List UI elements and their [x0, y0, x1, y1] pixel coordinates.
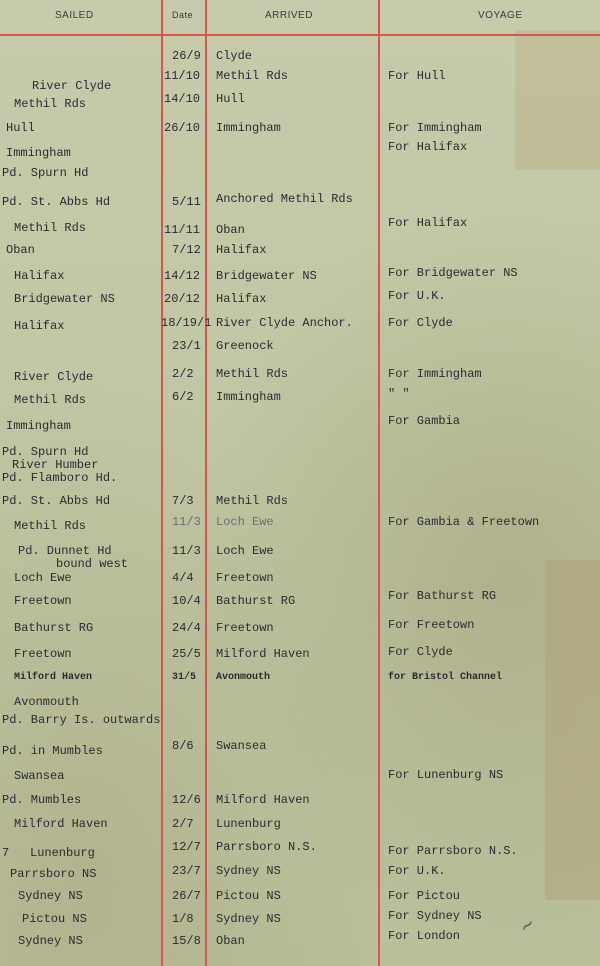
row-sailed-cell: Swansea [14, 769, 65, 783]
header-voyage: VOYAGE [478, 10, 523, 21]
row-voyage-cell: For Clyde [388, 316, 453, 330]
row-voyage-cell: For Sydney NS [388, 909, 482, 923]
row-date-cell: 8/6 [172, 739, 194, 753]
row-arrived-cell: Greenock [216, 339, 274, 353]
row-sailed-cell: Bridgewater NS [14, 292, 115, 306]
row-voyage-cell: " " [388, 387, 410, 401]
paper-stain [545, 560, 600, 900]
row-sailed-cell: Halifax [14, 319, 65, 333]
row-arrived-cell: Anchored Methil Rds [216, 192, 353, 206]
row-sailed-cell: Pictou NS [22, 912, 87, 926]
row-date-cell: 18/19/1 [161, 316, 212, 330]
row-arrived-cell: Immingham [216, 390, 281, 404]
row-date-cell: 4/4 [172, 571, 194, 585]
handwritten-mark: ~ [515, 912, 541, 939]
row-arrived-cell: River Clyde Anchor. [216, 316, 353, 330]
row-sailed-cell: Lunenburg [30, 846, 95, 860]
row-sailed-cell: Loch Ewe [14, 571, 72, 585]
row-date-cell: 20/12 [164, 292, 201, 306]
row-sailed-cell: Immingham [6, 419, 71, 433]
row-voyage-cell: For Gambia & Freetown [388, 515, 540, 529]
row-arrived-cell: Methil Rds [216, 494, 289, 508]
row-sailed-cell: Pd. St. Abbs Hd [2, 195, 111, 209]
row-sailed-cell: River Clyde [32, 79, 112, 93]
row-sailed-cell: River Clyde [14, 370, 94, 384]
row-sailed-cell: Avonmouth [14, 695, 79, 709]
row-sailed-cell: Freetown [14, 647, 72, 661]
row-arrived-cell: Loch Ewe [216, 544, 274, 558]
row-arrived-cell: Hull [216, 92, 245, 106]
row-sailed-cell: Hull [6, 121, 35, 135]
row-sailed-cell: Methil Rds [14, 393, 87, 407]
row-voyage-cell: For Immingham [388, 367, 482, 381]
row-arrived-cell: Avonmouth [216, 672, 271, 683]
row-voyage-cell: For Halifax [388, 216, 468, 230]
row-date-cell: 10/4 [172, 594, 201, 608]
row-voyage-cell: For Clyde [388, 645, 453, 659]
row-arrived-cell: Sydney NS [216, 912, 281, 926]
row-date-cell: 23/7 [172, 864, 201, 878]
row-arrived-cell: Pictou NS [216, 889, 281, 903]
row-date-cell: 24/4 [172, 621, 201, 635]
row-date-cell: 7/3 [172, 494, 194, 508]
row-voyage-cell: For Halifax [388, 140, 468, 154]
row-date-cell: 31/5 [172, 672, 197, 683]
row-date-cell: 1/8 [172, 912, 194, 926]
row-date-cell: 26/10 [164, 121, 201, 135]
row-sailed-cell: Pd. Flamboro Hd. [2, 471, 118, 485]
row-sailed-cell: Pd. St. Abbs Hd [2, 494, 111, 508]
row-date-cell: 2/2 [172, 367, 194, 381]
row-sailed-cell: Parrsboro NS [10, 867, 97, 881]
row-sailed-cell: bound west [56, 557, 129, 571]
row-arrived-cell: Bridgewater NS [216, 269, 317, 283]
row-sailed-cell: Halifax [14, 269, 65, 283]
row-arrived-cell: Loch Ewe [216, 515, 274, 529]
row-sailed-cell: Methil Rds [14, 97, 87, 111]
row-sailed-cell: Bathurst RG [14, 621, 94, 635]
row-arrived-cell: Milford Haven [216, 793, 310, 807]
row-arrived-cell: Freetown [216, 571, 274, 585]
row-date-cell: 25/5 [172, 647, 201, 661]
row-arrived-cell: Sydney NS [216, 864, 281, 878]
row-date-cell: 11/10 [164, 69, 201, 83]
row-voyage-cell: For London [388, 929, 461, 943]
row-arrived-cell: Halifax [216, 292, 267, 306]
row-arrived-cell: Bathurst RG [216, 594, 296, 608]
row-arrived-cell: Immingham [216, 121, 281, 135]
row-sailed-cell: River Humber [12, 458, 99, 472]
row-date-cell: 2/7 [172, 817, 194, 831]
row-sailed-cell: Immingham [6, 146, 71, 160]
row-voyage-cell: For Parrsboro N.S. [388, 844, 518, 858]
row-sailed-cell: Oban [6, 243, 35, 257]
row-sailed-cell: Sydney NS [18, 889, 83, 903]
row-date-cell: 5/11 [172, 195, 201, 209]
column-rule-date [161, 0, 163, 966]
row-arrived-cell: Parrsboro N.S. [216, 840, 317, 854]
row-sailed-cell: Milford Haven [14, 817, 108, 831]
header-arrived: ARRIVED [265, 10, 313, 21]
row-date-cell: 14/12 [164, 269, 201, 283]
row-date-cell: 12/6 [172, 793, 201, 807]
row-arrived-cell: Swansea [216, 739, 267, 753]
row-voyage-cell: For U.K. [388, 864, 446, 878]
row-arrived-cell: Clyde [216, 49, 253, 63]
row-voyage-cell: For Lunenburg NS [388, 768, 504, 782]
row-sailed-cell: Pd. Spurn Hd [2, 445, 89, 459]
row-voyage-cell: For Bathurst RG [388, 589, 497, 603]
column-rule-arrived [205, 0, 207, 966]
row-voyage-cell: for Bristol Channel [388, 672, 503, 683]
header-sailed: SAILED [55, 10, 94, 21]
row-voyage-cell: For Immingham [388, 121, 482, 135]
row-sailed-cell: Milford Haven [14, 672, 93, 683]
row-arrived-cell: Freetown [216, 621, 274, 635]
header-rule [0, 34, 600, 36]
row-date-cell: 11/3 [172, 515, 201, 529]
row-sailed-cell: Pd. Dunnet Hd [18, 544, 112, 558]
row-sailed-cell: Pd. Spurn Hd [2, 166, 89, 180]
row-arrived-cell: Methil Rds [216, 69, 289, 83]
row-date-cell: 23/1 [172, 339, 201, 353]
row-sailed-cell: Pd. in Mumbles [2, 744, 103, 758]
row-arrived-cell: Oban [216, 223, 245, 237]
row-voyage-cell: For Gambia [388, 414, 461, 428]
row-date-cell: 6/2 [172, 390, 194, 404]
row-date-cell: 14/10 [164, 92, 201, 106]
row-sailed-cell: Sydney NS [18, 934, 83, 948]
row-date-cell: 15/8 [172, 934, 201, 948]
row-date-cell: 11/3 [172, 544, 201, 558]
row-sailed-cell: Methil Rds [14, 519, 87, 533]
row-arrived-cell: Milford Haven [216, 647, 310, 661]
row-arrived-cell: Halifax [216, 243, 267, 257]
row-date-cell: 26/7 [172, 889, 201, 903]
row-voyage-cell: For Bridgewater NS [388, 266, 518, 280]
paper-stain [515, 30, 600, 170]
row-arrived-cell: Oban [216, 934, 245, 948]
row-voyage-cell: For Freetown [388, 618, 475, 632]
row-date-cell: 7/12 [172, 243, 201, 257]
row-date-cell: 12/7 [172, 840, 201, 854]
row-sailed-cell: Freetown [14, 594, 72, 608]
row-sailed-cell: Pd. Barry Is. outwards [2, 713, 161, 727]
row-arrived-cell: Methil Rds [216, 367, 289, 381]
row-voyage-cell: For Pictou [388, 889, 461, 903]
row-voyage-cell: For U.K. [388, 289, 446, 303]
row-date-cell: 26/9 [172, 49, 201, 63]
column-rule-voyage [378, 0, 380, 966]
row-sailed-cell: Pd. Mumbles [2, 793, 82, 807]
row-date-cell: 11/11 [164, 223, 201, 237]
row-prefix-mark: 7 [2, 846, 10, 860]
row-arrived-cell: Lunenburg [216, 817, 281, 831]
header-date: Date [172, 10, 194, 20]
row-sailed-cell: Methil Rds [14, 221, 87, 235]
row-voyage-cell: For Hull [388, 69, 446, 83]
